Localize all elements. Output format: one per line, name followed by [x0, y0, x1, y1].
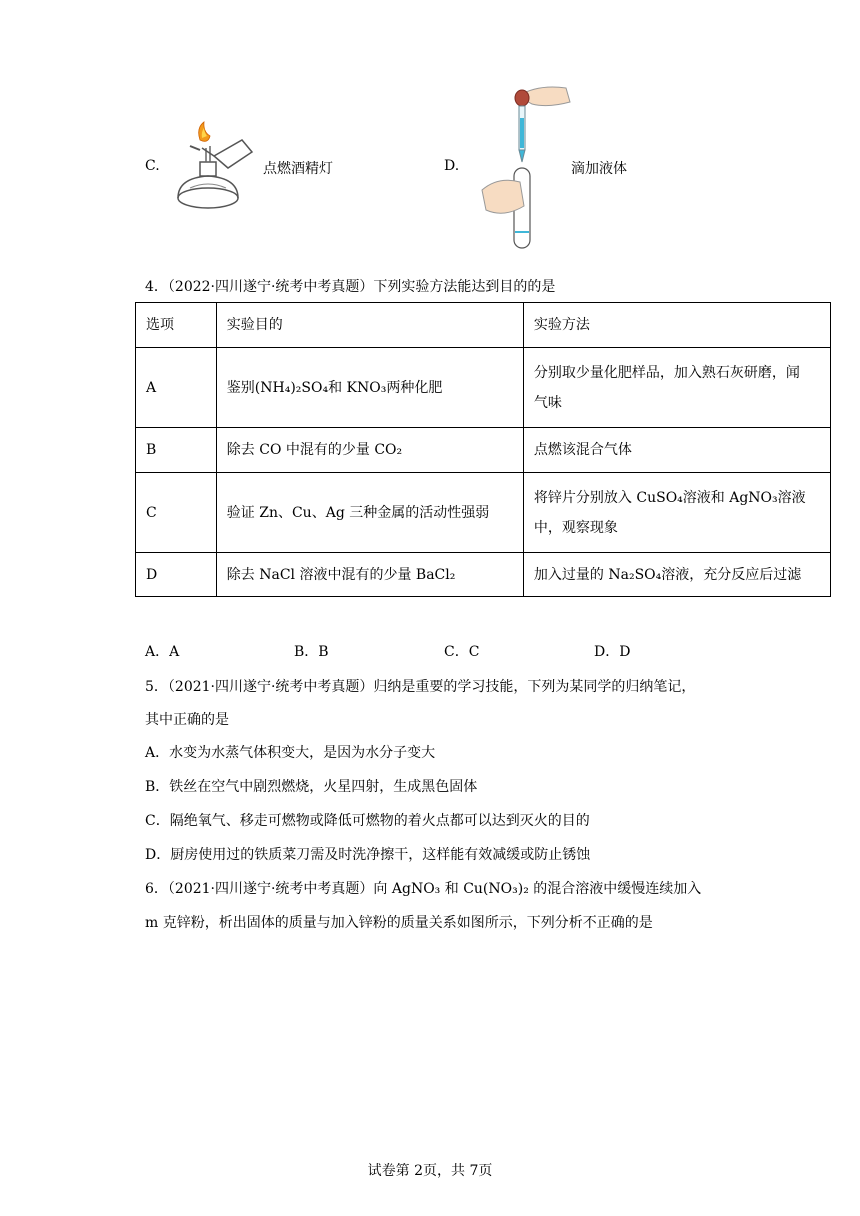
- q4-stem: 4．（2022·四川遂宁·统考中考真题）下列实验方法能达到目的的是: [145, 279, 556, 295]
- q4-answer-d: D．D: [594, 644, 631, 660]
- page-footer: 试卷第 2页，共 7页: [367, 1163, 493, 1179]
- q6-stem-line1: 6．（2021·四川遂宁·统考中考真题）向 AgNO₃ 和 Cu(NO₃)₂ 的混合溶液中缓慢连续加入: [145, 881, 702, 897]
- option-d-caption: 滴加液体: [571, 161, 627, 177]
- q6-stem-line2: m 克锌粉，析出固体的质量与加入锌粉的质量关系如图所示，下列分析不正确的是: [145, 915, 653, 931]
- row-method-line2: 气味: [533, 394, 562, 411]
- row-method-line2: 中，观察现象: [533, 519, 618, 536]
- row-goal: 鉴别(NH₄)₂SO₄和 KNO₃两种化肥: [216, 348, 523, 428]
- row-goal: 除去 CO 中混有的少量 CO₂: [216, 428, 523, 473]
- table-header-row: [136, 303, 831, 348]
- q5-option-b: B．铁丝在空气中剧烈燃烧，火星四射，生成黑色固体: [145, 779, 478, 795]
- row-method: 加入过量的 Na₂SO₄溶液，充分反应后过滤: [523, 553, 830, 597]
- q5-stem-line2: 其中正确的是: [145, 712, 229, 728]
- row-goal: 除去 NaCl 溶液中混有的少量 BaCl₂: [216, 553, 523, 597]
- q4-answer-a: A．A: [145, 644, 180, 660]
- option-c-caption: 点燃酒精灯: [263, 161, 333, 177]
- row-method: [523, 348, 830, 428]
- row-method-line1: 将锌片分别放入 CuSO₄溶液和 AgNO₃溶液: [533, 489, 806, 506]
- row-option: D: [136, 553, 217, 597]
- row-method-line1: 分别取少量化肥样品，加入熟石灰研磨，闻: [533, 364, 800, 381]
- header-method: 实验方法: [523, 303, 830, 348]
- table-row: [136, 553, 831, 597]
- q4-answer-c: C．C: [444, 644, 480, 660]
- header-option: 选项: [136, 303, 217, 348]
- table-row: [136, 473, 831, 553]
- row-method: 点燃该混合气体: [523, 428, 830, 473]
- q5-stem-line1: 5．（2021·四川遂宁·统考中考真题）归纳是重要的学习技能，下列为某同学的归纳笔记，: [145, 679, 696, 695]
- dropping-liquid-illustration: [478, 82, 574, 254]
- row-option: B: [136, 428, 217, 473]
- q5-option-a: A．水变为水蒸气体积变大，是因为水分子变大: [145, 745, 436, 761]
- option-c-letter: C.: [145, 158, 160, 174]
- q4-answer-b: B．B: [294, 644, 329, 660]
- q4-table: [135, 302, 831, 597]
- q5-option-d: D．厨房使用过的铁质菜刀需及时洗净擦干，这样能有效减缓或防止锈蚀: [145, 847, 591, 863]
- table-row: [136, 428, 831, 473]
- header-goal: 实验目的: [216, 303, 523, 348]
- row-method: [523, 473, 830, 553]
- row-option: C: [136, 473, 217, 553]
- q5-option-c: C．隔绝氧气、移走可燃物或降低可燃物的着火点都可以达到灭火的目的: [145, 813, 590, 829]
- alcohol-lamp-lighting-illustration: [170, 118, 262, 218]
- row-option: A: [136, 348, 217, 428]
- option-d-letter: D.: [444, 158, 460, 174]
- row-goal: 验证 Zn、Cu、Ag 三种金属的活动性强弱: [216, 473, 523, 553]
- table-row: [136, 348, 831, 428]
